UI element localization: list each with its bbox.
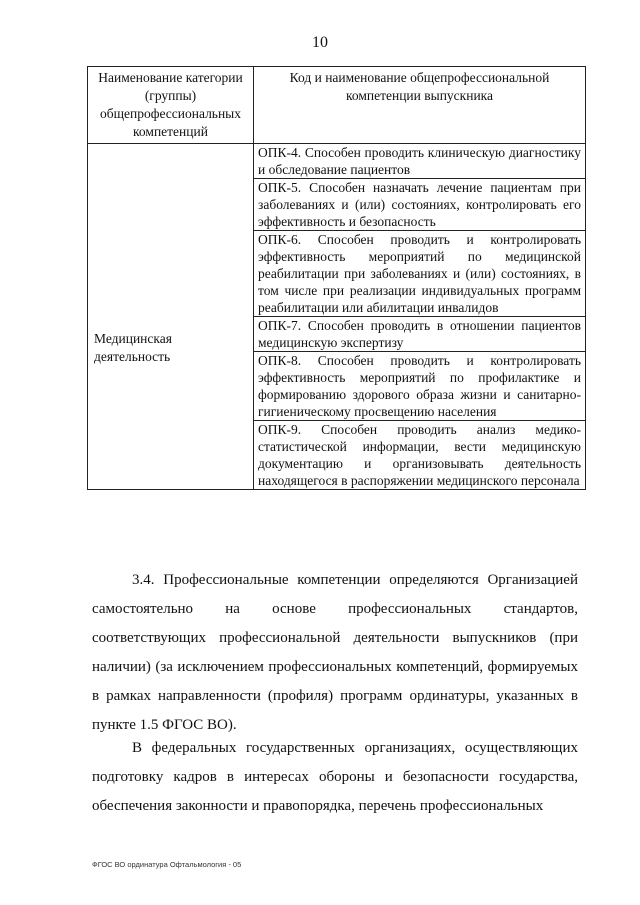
competence-opk-8: ОПК-8. Способен проводить и контролировать эффективность мероприятий по профилактике и формированию здорового образа жизни и санитарно-гигиеническому просвещению населения — [254, 352, 586, 421]
competence-opk-4: ОПК-4. Способен проводить клиническую диагностику и обследование пациентов — [254, 144, 586, 179]
competence-opk-6: ОПК-6. Способен проводить и контролировать эффективность мероприятий по медицинской реабилитации при заболеваниях и (или) состояниях, в том числе при реализации индивидуальных программ реабилитации или абилитации инвалидов — [254, 231, 586, 317]
paragraph-3-4: 3.4. Профессиональные компетенции определяются Организацией самостоятельно на основе профессиональных стандартов, соответствующих профессиональной деятельности выпускников (при наличии) (за исключением профессиональных компетенций, формируемых в рамках направленности (профиля) программ ординатуры, указанных в пункте 1.5 ФГОС ВО). — [92, 572, 578, 733]
table-row — [88, 144, 586, 179]
category-label: Медицинская деятельность — [94, 331, 172, 364]
header-category: Наименование категории (группы) общепрофессиональных компетенций — [88, 67, 254, 144]
paragraph-federal-organizations: В федеральных государственных организациях, осуществляющих подготовку кадров в интересах обороны и безопасности государства, обеспечения законности и правопорядка, перечень профессиональных — [92, 740, 578, 814]
competence-opk-7: ОПК-7. Способен проводить в отношении пациентов медицинскую экспертизу — [254, 317, 586, 352]
page-number: 10 — [312, 34, 328, 51]
table-header-row — [88, 67, 586, 144]
competence-opk-5: ОПК-5. Способен назначать лечение пациентам при заболеваниях и (или) состояниях, контролировать его эффективность и безопасность — [254, 179, 586, 231]
category-cell — [88, 144, 254, 490]
header-competence: Код и наименование общепрофессиональной компетенции выпускника — [254, 67, 586, 144]
competence-opk-9: ОПК-9. Способен проводить анализ медико-статистической информации, вести медицинскую документацию и организовывать деятельность находящегося в распоряжении медицинского персонала — [254, 421, 586, 490]
footer-text: ФГОС ВО ординатура Офтальмология - 05 — [92, 860, 242, 869]
competencies-table — [87, 66, 586, 490]
